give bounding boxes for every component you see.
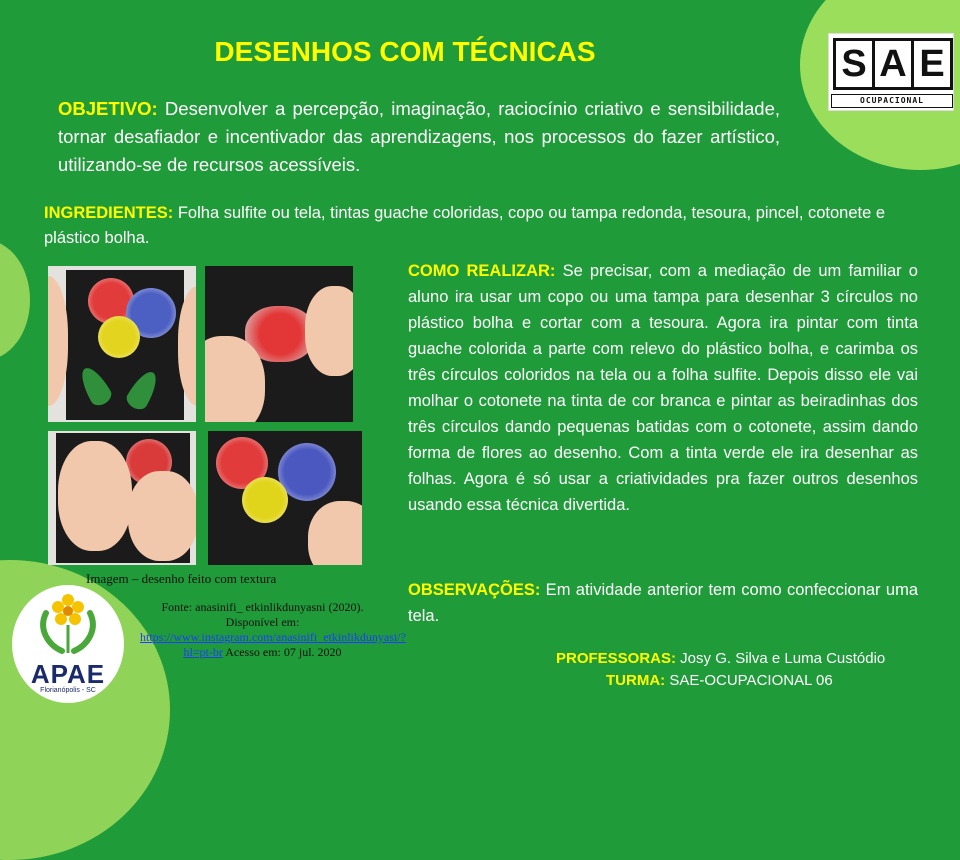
apae-logo-city: Florianópolis - SC bbox=[40, 687, 96, 694]
decorative-circle-left bbox=[0, 240, 30, 360]
sae-logo-letter-e: E bbox=[911, 38, 953, 90]
como-realizar-text: Se precisar, com a mediação de um familiar o aluno ira usar um copo ou uma tampa para desenhar 3 círculos no plástico bolha e cortar com a tesoura. Agora ira pintar com tinta guache colorida a parte com relevo do plástico bolha, e carimba os três círculos coloridos na tela ou a folha sulfite. Depois disso ele vai molhar o cotonete na tinta de cor branca e pintar as beiradinhas dos três círculos dando pequenas batidas com o cotonete, assim dando forma de flores ao desenho. Com a tinta verde ele ira desenhar as folhas. Agora é só usar a criatividades pra fazer outros desenhos usando essa técnica divertida. bbox=[408, 262, 918, 514]
sae-logo-letter-a: A bbox=[872, 38, 914, 90]
observacoes-text: Em atividade anterior tem como confeccionar uma tela. bbox=[408, 581, 918, 625]
page-title: DESENHOS COM TÉCNICAS bbox=[214, 36, 596, 67]
sae-logo-letter-s: S bbox=[833, 38, 875, 90]
objective-paragraph bbox=[58, 95, 780, 179]
sae-logo-subtitle: OCUPACIONAL bbox=[831, 94, 953, 108]
image-source-suffix: Acesso em: 07 jul. 2020 bbox=[222, 645, 342, 659]
observacoes-paragraph bbox=[408, 577, 918, 629]
image-source-link[interactable]: https://www.instagram.com/anasinifi_etkinlikdunyasi/?hl=pt-br bbox=[140, 630, 406, 659]
turma-text: SAE-OCUPACIONAL 06 bbox=[665, 672, 833, 689]
professoras-label: PROFESSORAS: bbox=[556, 650, 677, 667]
image-source-prefix: Fonte: anasinifi_ etkinlikdunyasni (2020). Disponível em: bbox=[161, 600, 364, 629]
image-source bbox=[140, 600, 406, 660]
photo-stamping-canvas bbox=[48, 431, 196, 565]
photo-finished-flowers bbox=[48, 266, 196, 422]
turma-line bbox=[606, 670, 936, 692]
turma-label: TURMA: bbox=[606, 672, 666, 689]
ingredients-label: INGREDIENTES: bbox=[44, 204, 174, 222]
observacoes-label: OBSERVAÇÕES: bbox=[408, 581, 541, 599]
apae-flower-hands-icon bbox=[12, 585, 124, 659]
image-caption: Imagem – desenho feito com textura bbox=[86, 571, 277, 586]
apae-logo-name: APAE bbox=[30, 659, 106, 689]
como-realizar-label: COMO REALIZAR: bbox=[408, 262, 556, 280]
objective-text: Desenvolver a percepção, imaginação, raciocínio criativo e sensibilidade, tornar desafiador e incentivador das aprendizagens, nos processos do fazer artístico, utilizando-se de recursos acessíveis. bbox=[58, 98, 780, 175]
apae-logo bbox=[12, 585, 124, 703]
professoras-text: Josy G. Silva e Luma Custódio bbox=[676, 650, 886, 667]
objective-label: OBJETIVO: bbox=[58, 98, 158, 119]
ingredients-text: Folha sulfite ou tela, tintas guache coloridas, copo ou tampa redonda, tesoura, pincel, cotonete e plástico bolha. bbox=[44, 204, 886, 247]
photo-adding-details bbox=[208, 431, 362, 565]
ingredients-paragraph bbox=[44, 201, 904, 251]
sae-logo bbox=[828, 33, 954, 111]
como-realizar-paragraph bbox=[408, 258, 918, 518]
photo-painting-bubble-wrap bbox=[205, 266, 353, 422]
professoras-line bbox=[556, 648, 936, 670]
